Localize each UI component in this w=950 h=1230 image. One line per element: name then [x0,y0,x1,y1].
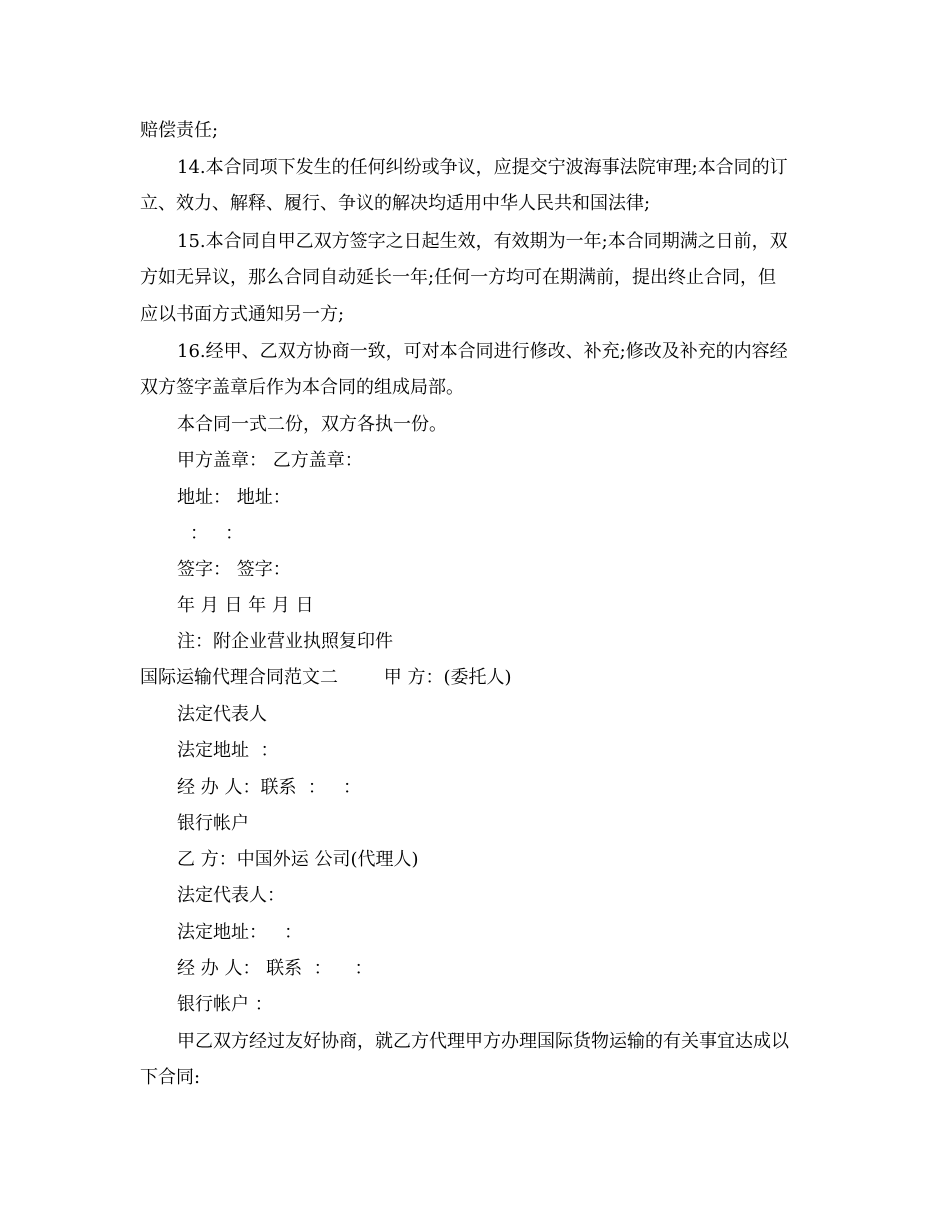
text-line: 赔偿责任; [140,120,219,141]
text-line: ： ： [190,523,244,544]
text-line: 下合同: [140,1067,201,1088]
text-line: 法定地址 ： [177,740,279,761]
text-line: 15.本合同自甲乙双方签字之日起生效，有效期为一年;本合同期满之日前，双 [177,231,788,252]
text-line: 本合同一式二份，双方各执一份。 [177,414,447,435]
text-line: 法定代表人 [177,704,267,725]
text-line: 应以书面方式通知另一方; [140,304,345,325]
text-line: 地址： 地址： [177,487,291,508]
text-line: 银行帐户 [177,813,249,834]
text-line: 方如无异议，那么合同自动延长一年;任何一方均可在期满前，提出终止合同，但 [140,267,777,288]
text-line: 法定代表人： [177,885,285,906]
text-line: 年 月 日 年 月 日 [177,595,314,616]
text-line: 立、效力、解释、履行、争议的解决均适用中华人民共和国法律; [140,193,651,214]
text-line: 经 办 人： 联系 ： ： [177,958,373,979]
text-line: 乙 方：中国外运 公司(代理人) [177,849,419,870]
text-line: 甲方盖章： 乙方盖章： [177,450,363,471]
section-heading: 国际运输代理合同范文二 甲 方：(委托人) [140,667,512,688]
text-line: 经 办 人：联系 ： ： [177,777,362,798]
text-line: 甲乙双方经过友好协商，就乙方代理甲方办理国际货物运输的有关事宜达成以 [177,1031,789,1052]
text-line: 16.经甲、乙双方协商一致，可对本合同进行修改、补充;修改及补充的内容经 [177,341,788,362]
text-line: 银行帐户 ： [177,994,273,1015]
text-line: 法定地址： ： [177,922,303,943]
text-line: 注：附企业营业执照复印件 [177,631,393,652]
text-line: 双方签字盖章后作为本合同的组成局部。 [140,377,464,398]
text-line: 14.本合同项下发生的任何纠纷或争议，应提交宁波海事法院审理;本合同的订 [177,157,788,178]
text-line: 签字： 签字： [177,559,291,580]
